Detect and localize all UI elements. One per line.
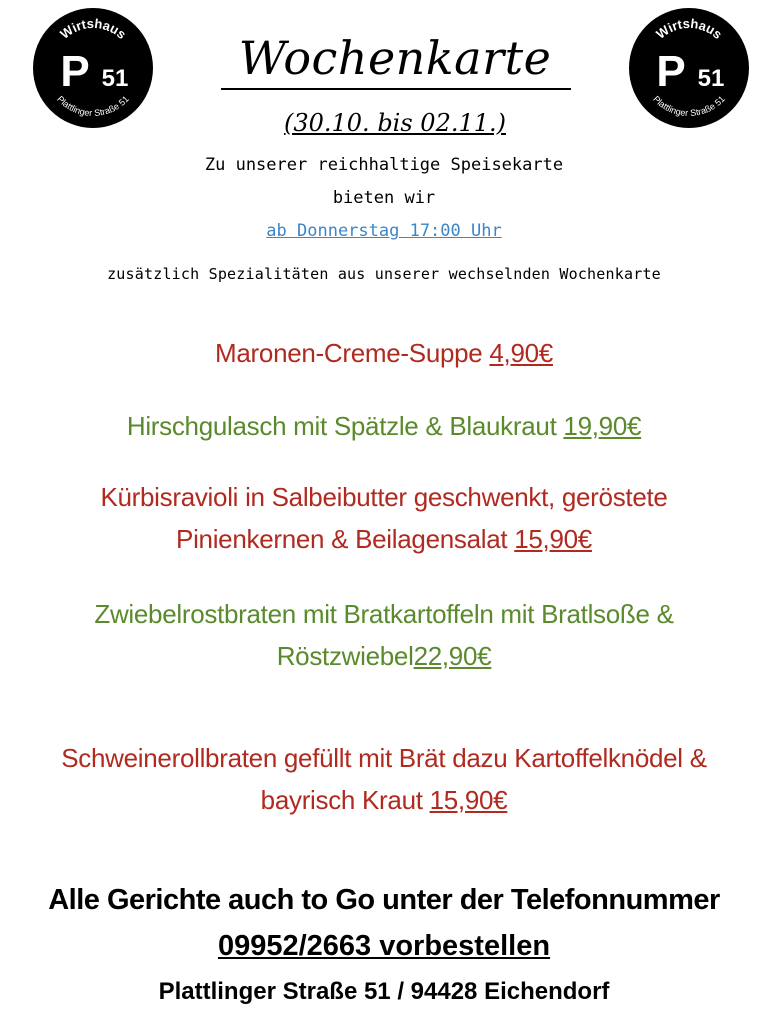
logo-p-text: P [60,47,90,96]
menu-item-line [10,405,758,447]
logo-bottom-text: Plattlinger Straße 51 [651,93,727,119]
menu-item-line [10,518,758,560]
menu-item-line [10,779,758,821]
logo-left [31,6,155,130]
menu-item-line [10,332,758,374]
menu-item-price: 15,90€ [429,785,508,815]
intro-time-text: ab Donnerstag 17:00 Uhr [266,221,502,241]
menu-item-line: Kürbisravioli in Salbeibutter geschwenkt, geröstete [100,482,668,512]
footer-address: Plattlinger Straße 51 / 94428 Eichendorf [158,978,610,1005]
footer-togo-text: Alle Gerichte auch to Go unter der Telefonnummer [48,884,720,916]
intro-line-3 [0,219,768,243]
menu-item [10,593,758,677]
menu-item-price: 15,90€ [514,524,592,554]
menu-item-name: Hirschgulasch mit Spätzle & Blaukraut [126,411,564,441]
intro-line-2: bieten wir [332,188,436,208]
logo-number-text: 51 [697,65,725,92]
menu-item-line [10,635,758,677]
wirtshaus-p51-logo [31,6,155,130]
wirtshaus-p51-logo [627,6,751,130]
menu-item [10,332,758,374]
menu-item [10,476,758,560]
logo-top-text: Wirtshaus [653,15,726,42]
menu-item-price: 22,90€ [413,641,492,671]
menu-item-name: Maronen-Creme-Suppe [215,338,490,368]
menu-item [10,737,758,821]
logo-bottom-text: Plattlinger Straße 51 [55,93,131,119]
logo-p-text: P [656,47,686,96]
intro-line-4: zusätzlich Spezialitäten aus unserer wechselnden Wochenkarte [107,265,661,283]
logo-top-text: Wirtshaus [57,15,130,42]
menu-item-name: Pinienkernen & Beilagensalat [176,524,515,554]
menu-item-name: Röstzwiebel [276,641,414,671]
date-range: (30.10. bis 02.11.) [283,109,506,137]
page-title: Wochenkarte [238,31,552,85]
title-underline [221,88,571,90]
menu-item-price: 4,90€ [489,338,553,368]
menu-item-line: Zwiebelrostbraten mit Bratkartoffeln mit Bratlsoße & [94,599,674,629]
menu-item-line: Schweinerollbraten gefüllt mit Brät dazu Kartoffelknödel & [61,743,707,773]
menu-item-price: 19,90€ [563,411,642,441]
logo-number-text: 51 [101,65,129,92]
menu-item-name: bayrisch Kraut [260,785,430,815]
logo-right [627,6,751,130]
menu-item [10,405,758,447]
footer-phone: 09952/2663 vorbestellen [217,930,551,962]
intro-line-1: Zu unserer reichhaltige Speisekarte [204,155,564,175]
